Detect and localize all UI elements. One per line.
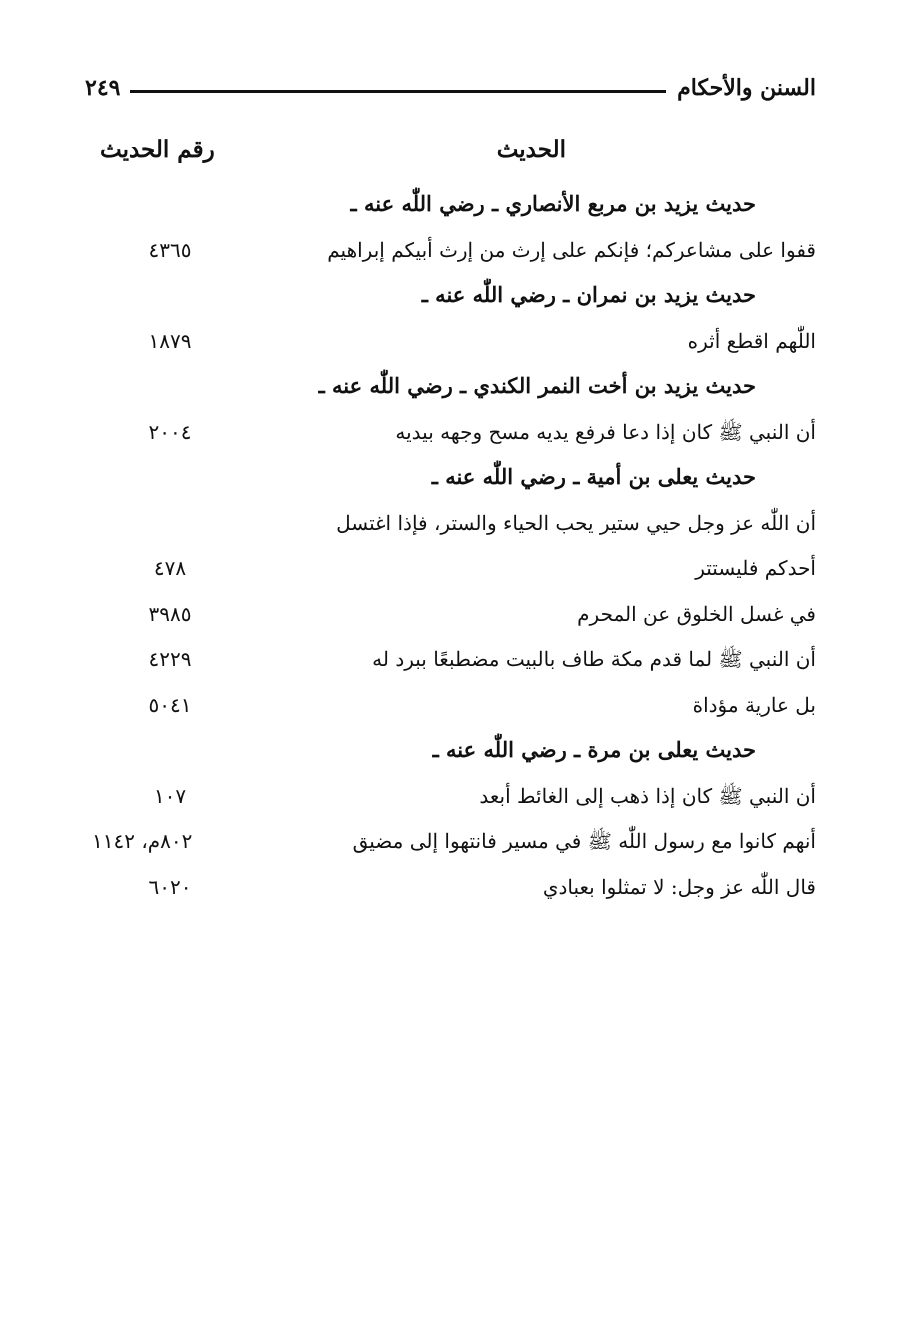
index-entry xyxy=(100,501,816,547)
entry-text: في غسل الخلوق عن المحرم xyxy=(577,601,816,626)
entry-text: أن النبي ﷺ كان إذا دعا فرفع يديه مسح وجهه بيديه xyxy=(395,419,816,444)
index-rows xyxy=(92,182,816,910)
index-entry xyxy=(100,774,816,820)
entry-number: ٣٩٨٥ xyxy=(148,601,192,626)
entry-text: اللّٰهم اقطع أثره xyxy=(687,328,816,353)
page-number: ٢٤٩ xyxy=(85,75,121,101)
entry-text: أن النبي ﷺ كان إذا ذهب إلى الغائط أبعد xyxy=(479,783,816,808)
entry-number: ٤٧٨ xyxy=(153,556,187,580)
entry-text: أحدكم فليستتر xyxy=(695,556,816,580)
entry-text: بل عارية مؤداة xyxy=(692,692,816,717)
section-heading-text: حديث يزيد بن مربع الأنصاري ـ رضي اللّٰه عنه ـ xyxy=(350,191,756,216)
entry-number: ٦٠٢٠ xyxy=(148,874,192,899)
index-entry xyxy=(100,637,816,683)
running-header-title: السنن والأحكام xyxy=(677,75,816,101)
entry-number: ٨٠٢م، ١١٤٢ xyxy=(92,829,193,853)
index-entry xyxy=(100,683,816,729)
column-heading-hadith: الحديث xyxy=(496,136,566,163)
index-entry xyxy=(100,228,816,274)
index-entry xyxy=(100,546,816,592)
entry-number: ١٠٧ xyxy=(153,783,187,808)
index-entry xyxy=(100,319,816,365)
index-entry xyxy=(100,592,816,638)
entry-text: قفوا على مشاعركم؛ فإنكم على إرث من إرث أبيكم إبراهيم xyxy=(327,237,816,262)
index-entry xyxy=(100,865,816,911)
entry-text: أنهم كانوا مع رسول اللّٰه ﷺ في مسير فانتهوا إلى مضيق xyxy=(352,829,816,853)
section-heading-text: حديث يعلى بن أمية ـ رضي اللّٰه عنه ـ xyxy=(431,464,756,489)
header-rule xyxy=(130,90,666,93)
column-heading-number: رقم الحديث xyxy=(100,136,215,163)
section-heading-text: حديث يزيد بن نمران ـ رضي اللّٰه عنه ـ xyxy=(421,282,756,307)
entry-number: ٤٢٢٩ xyxy=(148,647,192,671)
running-header xyxy=(85,72,816,108)
entry-text: أن النبي ﷺ لما قدم مكة طاف بالبيت مضطبعًا ببرد له xyxy=(372,647,816,671)
entry-number: ٢٠٠٤ xyxy=(148,419,192,444)
index-entry xyxy=(92,819,816,865)
section-heading xyxy=(100,455,816,501)
section-heading xyxy=(100,273,816,319)
entry-number: ٤٣٦٥ xyxy=(148,237,192,262)
entry-text: قال اللّٰه عز وجل: لا تمثلوا بعبادي xyxy=(542,874,816,899)
entry-number: ٥٠٤١ xyxy=(148,692,192,717)
entry-number: ١٨٧٩ xyxy=(148,328,192,353)
section-heading xyxy=(100,364,816,410)
entry-text: أن اللّٰه عز وجل حيي ستير يحب الحياء والستر، فإذا اغتسل xyxy=(336,510,816,535)
section-heading-text: حديث يعلى بن مرة ـ رضي اللّٰه عنه ـ xyxy=(432,737,756,762)
column-headings xyxy=(100,133,816,169)
index-entry xyxy=(100,410,816,456)
section-heading xyxy=(100,182,816,228)
section-heading xyxy=(100,728,816,774)
section-heading-text: حديث يزيد بن أخت النمر الكندي ـ رضي اللّٰه عنه ـ xyxy=(318,373,756,398)
